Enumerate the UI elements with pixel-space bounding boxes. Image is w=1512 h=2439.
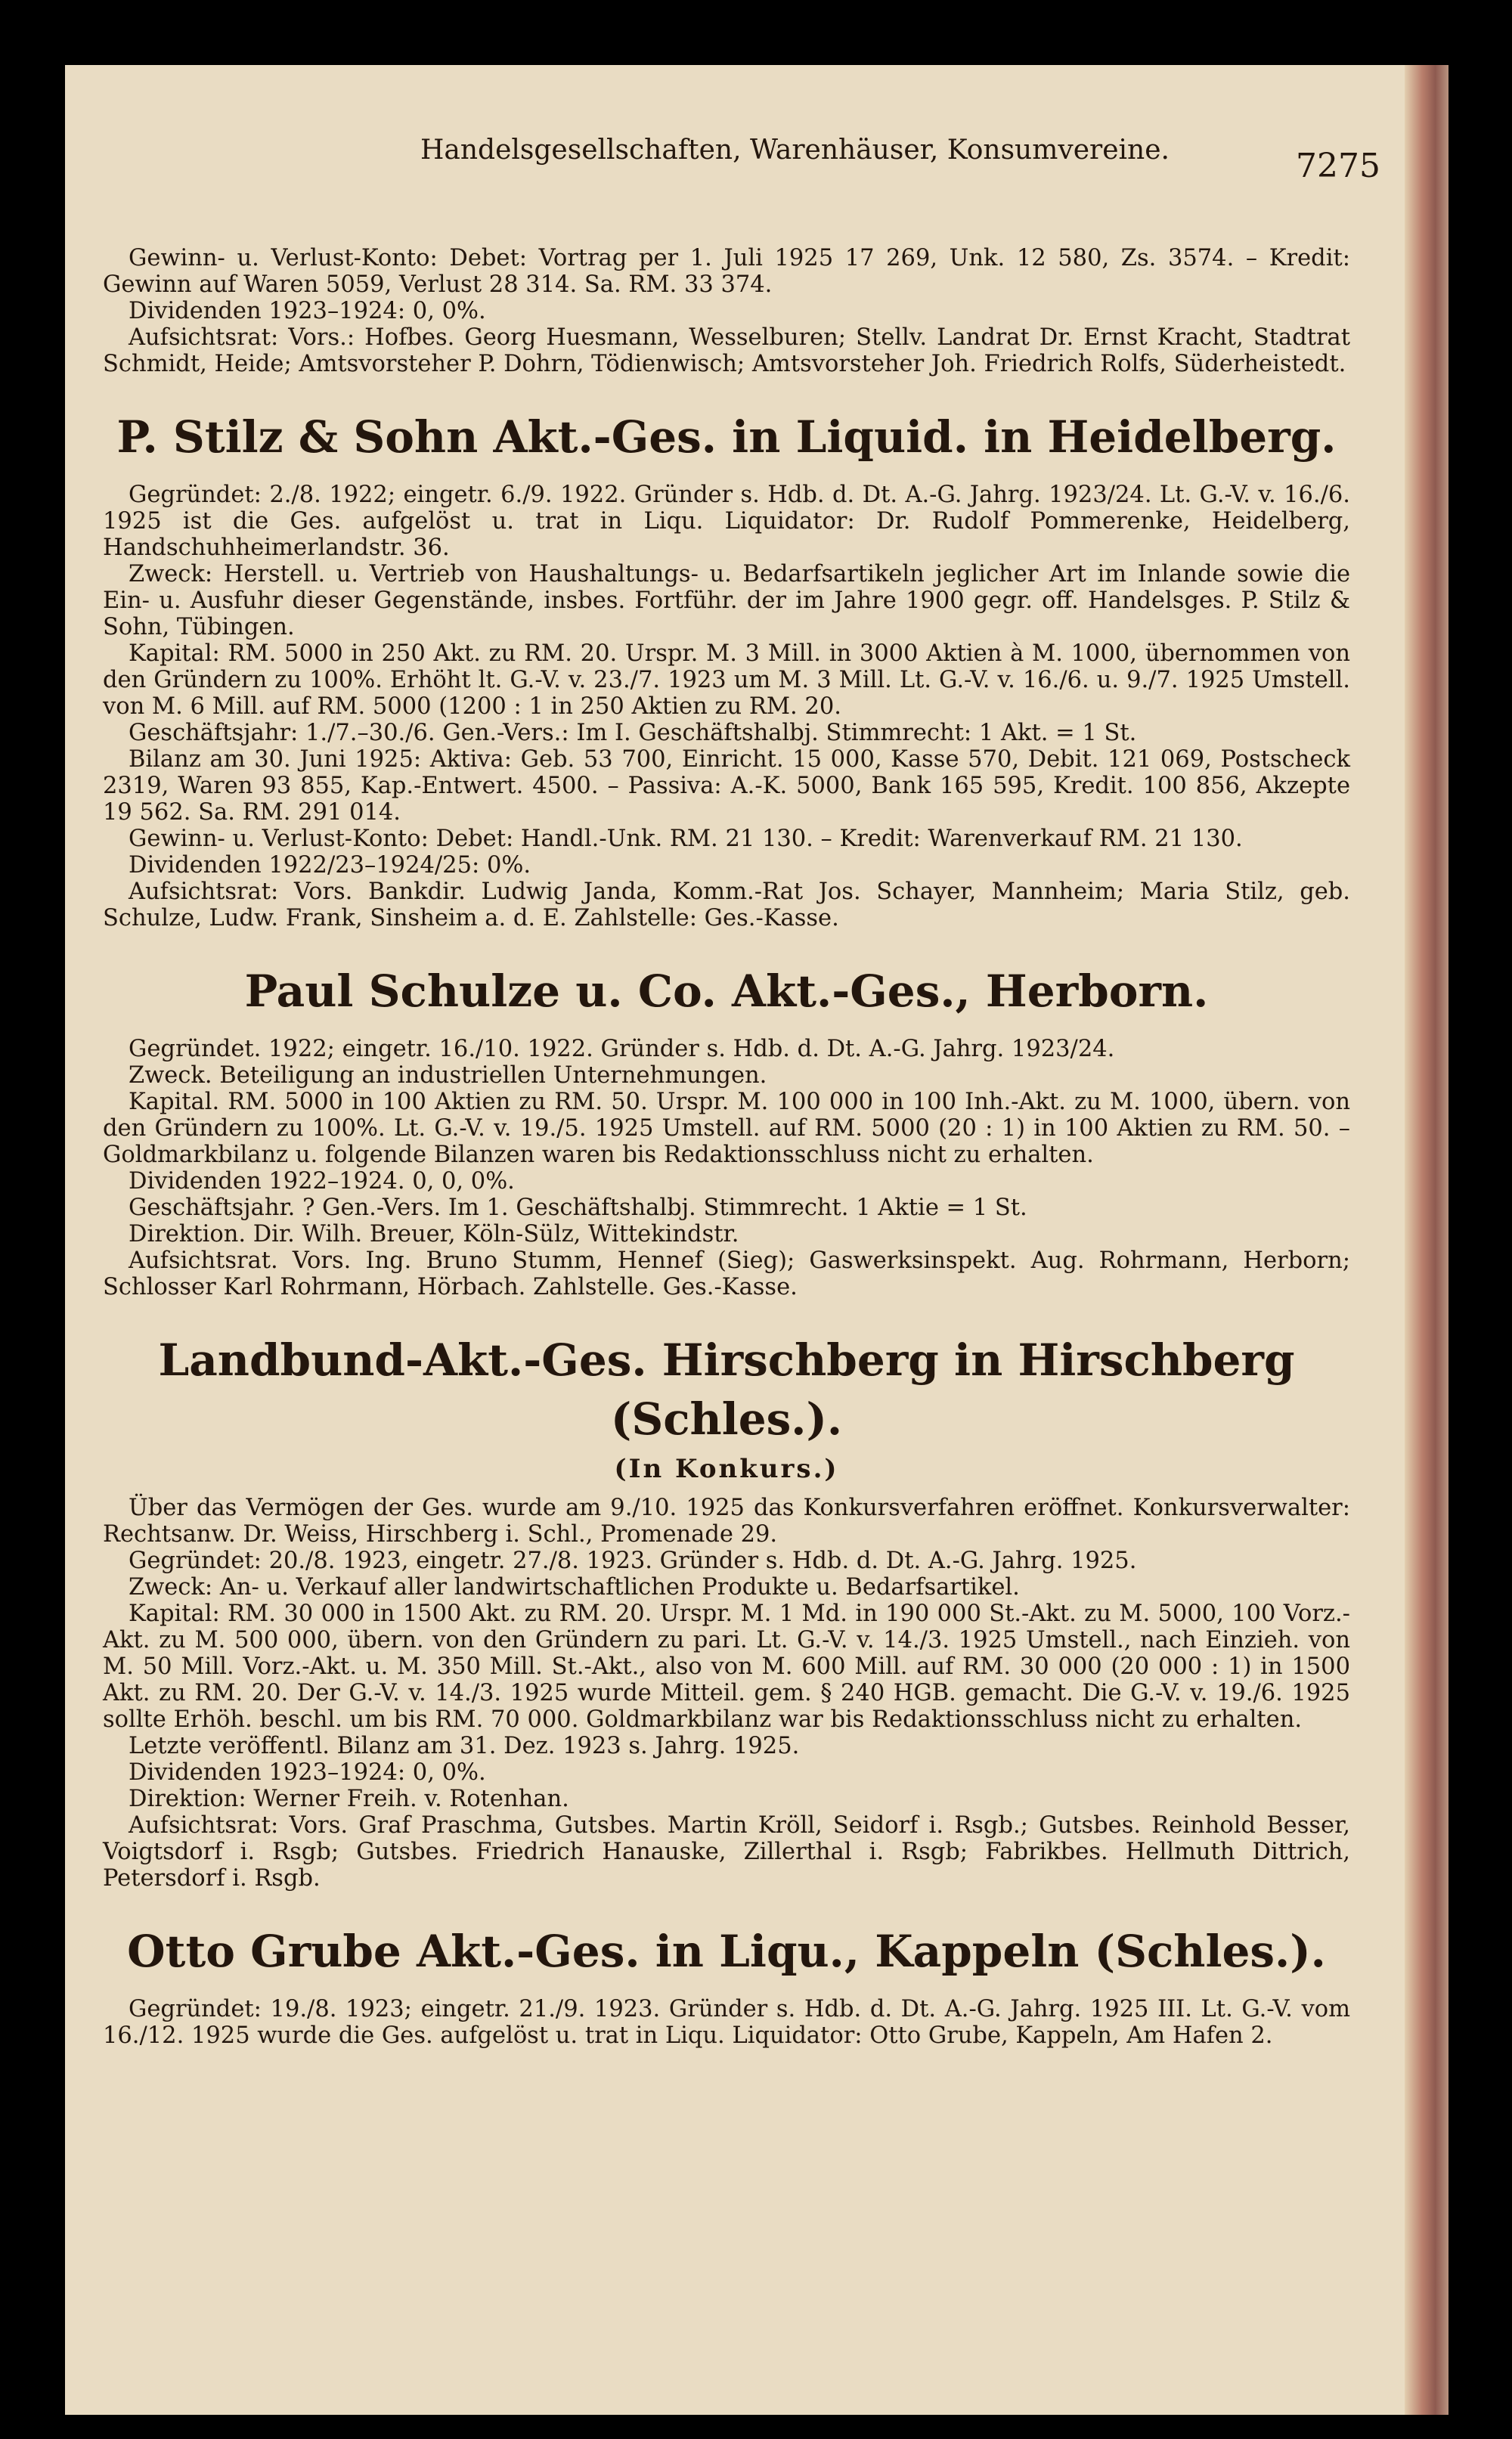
paragraph: Dividenden 1922–1924. 0, 0, 0%. bbox=[129, 1168, 515, 1195]
paragraph: Aufsichtsrat. Vors. Ing. Bruno Stumm, Hennef (Sieg); Gaswerksinspekt. Aug. Rohrmann, Herborn; Schlosser Karl Rohrmann, Hörbach. Zahlstelle. Ges.-Kasse. bbox=[103, 1247, 1350, 1300]
paragraph: Aufsichtsrat: Vors. Bankdir. Ludwig Janda, Komm.-Rat Jos. Schayer, Mannheim; Maria Stilz, geb. Schulze, Ludw. Frank, Sinsheim a. d. E. Zahlstelle: Ges.-Kasse. bbox=[103, 879, 1350, 931]
company-entry bbox=[103, 1036, 1350, 1300]
company-entry bbox=[103, 1495, 1350, 1892]
page-header bbox=[141, 135, 1380, 195]
paragraph: Gegründet: 2./8. 1922; eingetr. 6./9. 1922. Gründer s. Hdb. d. Dt. A.-G. Jahrg. 1923/24. Lt. G.-V. v. 16./6. 1925 ist die Ges. aufgelöst u. trat in Liqu. Liquidator: Dr. Rudolf Pommerenke, Heidelberg, Handschuhheimerlandstr. 36. bbox=[103, 482, 1350, 561]
paragraph: Zweck: Herstell. u. Vertrieb von Haushaltungs- u. Bedarfsartikeln jeglicher Art im Inlande sowie die Ein- u. Ausfuhr dieser Gegenstände, insbes. Fortführ. der im Jahre 1900 gegr. off. Handelsges. P. Stilz & Sohn, Tübingen. bbox=[103, 561, 1350, 640]
paragraph: Letzte veröffentl. Bilanz am 31. Dez. 1923 s. Jahrg. 1925. bbox=[129, 1733, 800, 1759]
paragraph: Gegründet: 20./8. 1923, eingetr. 27./8. 1923. Gründer s. Hdb. d. Dt. A.-G. Jahrg. 1925. bbox=[129, 1548, 1137, 1574]
top-block bbox=[103, 245, 1350, 377]
company-title: Landbund-Akt.-Ges. Hirschberg in Hirschberg (Schles.). bbox=[158, 1334, 1295, 1445]
paragraph: Aufsichtsrat: Vors.: Hofbes. Georg Huesmann, Wesselburen; Stellv. Landrat Dr. Ernst Kracht, Stadtrat Schmidt, Heide; Amtsvorsteher P. Dohrn, Tödienwisch; Amtsvorsteher Joh. Friedrich Rolfs, Süderheistedt. bbox=[103, 324, 1350, 377]
paragraph: Gegründet. 1922; eingetr. 16./10. 1922. Gründer s. Hdb. d. Dt. A.-G. Jahrg. 1923/24. bbox=[129, 1036, 1115, 1062]
paragraph: Gegründet: 19./8. 1923; eingetr. 21./9. 1923. Gründer s. Hdb. d. Dt. A.-G. Jahrg. 1925 III. Lt. G.-V. vom 16./12. 1925 wurde die Ges. aufgelöst u. trat in Liqu. Liquidator: Otto Grube, Kappeln, Am Hafen 2. bbox=[103, 1996, 1350, 2049]
paragraph: Dividenden 1923–1924: 0, 0%. bbox=[129, 1759, 486, 1786]
book-binding bbox=[1405, 65, 1448, 2415]
paragraph: Geschäftsjahr. ? Gen.-Vers. Im 1. Geschäftshalbj. Stimmrecht. 1 Aktie = 1 St. bbox=[129, 1195, 1027, 1221]
company-title: Paul Schulze u. Co. Akt.-Ges., Herborn. bbox=[244, 965, 1209, 1017]
paragraph: Direktion: Werner Freih. v. Rotenhan. bbox=[129, 1786, 569, 1812]
page-body bbox=[103, 245, 1350, 2049]
company-entry bbox=[103, 482, 1350, 931]
book-page bbox=[65, 65, 1448, 2415]
paragraph: Kapital: RM. 30 000 in 1500 Akt. zu RM. 20. Urspr. M. 1 Md. in 190 000 St.-Akt. zu M. 5000, 100 Vorz.-Akt. zu M. 500 000, übern. von den Gründern zu pari. Lt. G.-V. v. 14./3. 1925 Umstell., nach Einzieh. von M. 50 Mill. Vorz.-Akt. u. M. 350 Mill. St.-Akt., also von M. 600 Mill. auf RM. 30 000 (20 000 : 1) in 1500 Akt. zu RM. 20. Der G.-V. v. 14./3. 1925 wurde Mitteil. gem. § 240 HGB. gemacht. Die G.-V. v. 19./6. 1925 sollte Erhöh. beschl. um bis RM. 70 000. Goldmarkbilanz war bis Redaktionsschluss nicht zu erhalten. bbox=[103, 1601, 1350, 1733]
paragraph: Kapital. RM. 5000 in 100 Aktien zu RM. 50. Urspr. M. 100 000 in 100 Inh.-Akt. zu M. 1000, übern. von den Gründern zu 100%. Lt. G.-V. v. 19./5. 1925 Umstell. auf RM. 5000 (20 : 1) in 100 Aktien zu RM. 50. – Goldmarkbilanz u. folgende Bilanzen waren bis Redaktionsschluss nicht zu erhalten. bbox=[103, 1089, 1350, 1168]
company-status: (In Konkurs.) bbox=[614, 1454, 839, 1484]
paragraph: Gewinn- u. Verlust-Konto: Debet: Vortrag per 1. Juli 1925 17 269, Unk. 12 580, Zs. 3574. – Kredit: Gewinn auf Waren 5059, Verlust 28 314. Sa. RM. 33 374. bbox=[103, 245, 1350, 298]
paragraph: Über das Vermögen der Ges. wurde am 9./10. 1925 das Konkursverfahren eröffnet. Konkursverwalter: Rechtsanw. Dr. Weiss, Hirschberg i. Schl., Promenade 29. bbox=[103, 1495, 1350, 1548]
paragraph: Direktion. Dir. Wilh. Breuer, Köln-Sülz, Wittekindstr. bbox=[129, 1221, 739, 1247]
paragraph: Aufsichtsrat: Vors. Graf Praschma, Gutsbes. Martin Kröll, Seidorf i. Rsgb.; Gutsbes. Reinhold Besser, Voigtsdorf i. Rsgb; Gutsbes. Friedrich Hanauske, Zillerthal i. Rsgb; Fabrikbes. Hellmuth Dittrich, Petersdorf i. Rsgb. bbox=[103, 1812, 1350, 1892]
company-title: Otto Grube Akt.-Ges. in Liqu., Kappeln (Schles.). bbox=[127, 1926, 1326, 1977]
company-entry bbox=[103, 1996, 1350, 2049]
paragraph: Bilanz am 30. Juni 1925: Aktiva: Geb. 53 700, Einricht. 15 000, Kasse 570, Debit. 121 069, Postscheck 2319, Waren 93 855, Kap.-Entwert. 4500. – Passiva: A.-K. 5000, Bank 165 595, Kredit. 100 856, Akzepte 19 562. Sa. RM. 291 014. bbox=[103, 746, 1350, 826]
paragraph: Gewinn- u. Verlust-Konto: Debet: Handl.-Unk. RM. 21 130. – Kredit: Warenverkauf RM. 21 130. bbox=[129, 826, 1243, 852]
running-title: Handelsgesellschaften, Warenhäuser, Konsumvereine. bbox=[420, 135, 1170, 166]
paragraph: Dividenden 1923–1924: 0, 0%. bbox=[129, 298, 486, 324]
company-title: P. Stilz & Sohn Akt.-Ges. in Liquid. in Heidelberg. bbox=[116, 411, 1337, 463]
paragraph: Dividenden 1922/23–1924/25: 0%. bbox=[129, 852, 531, 879]
paragraph: Kapital: RM. 5000 in 250 Akt. zu RM. 20. Urspr. M. 3 Mill. in 3000 Aktien à M. 1000, übernommen von den Gründern zu 100%. Erhöht lt. G.-V. v. 23./7. 1923 um M. 3 Mill. Lt. G.-V. v. 16./6. u. 9./7. 1925 Umstell. von M. 6 Mill. auf RM. 5000 (1200 : 1 in 250 Aktien zu RM. 20. bbox=[103, 640, 1350, 720]
page-number: 7275 bbox=[1296, 147, 1380, 185]
paragraph: Zweck. Beteiligung an industriellen Unternehmungen. bbox=[129, 1062, 767, 1089]
paragraph: Zweck: An- u. Verkauf aller landwirtschaftlichen Produkte u. Bedarfsartikel. bbox=[129, 1574, 1020, 1601]
paragraph: Geschäftsjahr: 1./7.–30./6. Gen.-Vers.: Im I. Geschäftshalbj. Stimmrecht: 1 Akt. = 1 St. bbox=[129, 720, 1137, 746]
